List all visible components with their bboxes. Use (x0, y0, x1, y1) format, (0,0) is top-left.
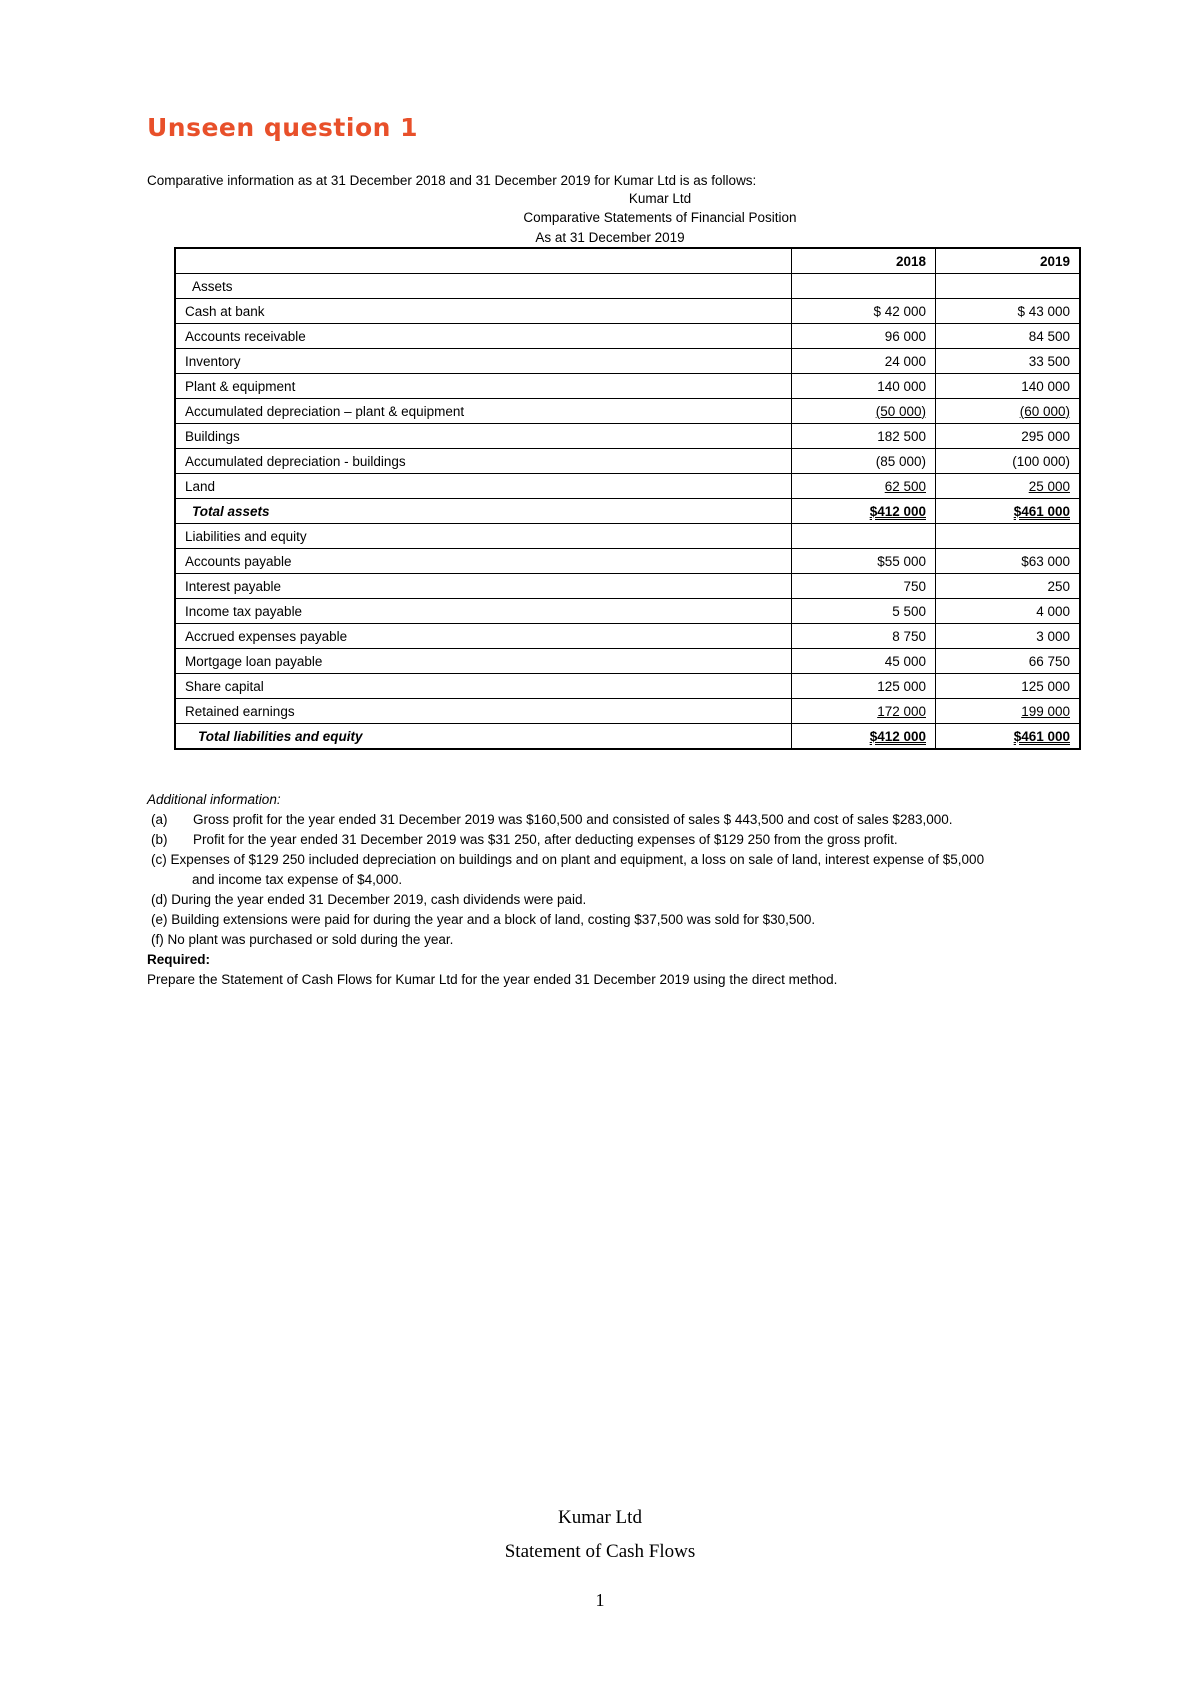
table-row (175, 624, 1080, 649)
value-2018: 24 000 (792, 349, 936, 374)
value-2018: 62 500 (884, 478, 926, 494)
value-2019: 125 000 (936, 674, 1081, 699)
total-assets-row (175, 499, 1080, 524)
col-2018-header: 2018 (792, 248, 936, 274)
value-2019: 295 000 (936, 424, 1081, 449)
value-2018-cell (792, 399, 936, 424)
value-2019: 84 500 (936, 324, 1081, 349)
table-header-row (175, 248, 1080, 274)
value-2019: $63 000 (936, 549, 1081, 574)
total-assets-2018: $412 000 (869, 503, 926, 519)
table-row (175, 474, 1080, 499)
value-2019: (100 000) (936, 449, 1081, 474)
table-row (175, 599, 1080, 624)
table-row (175, 649, 1080, 674)
value-2019: 199 000 (1021, 703, 1070, 719)
row-label: Cash at bank (175, 299, 792, 324)
row-label: Mortgage loan payable (175, 649, 792, 674)
row-label: Accounts payable (175, 549, 792, 574)
row-label: Accrued expenses payable (175, 624, 792, 649)
row-label: Retained earnings (175, 699, 792, 724)
row-label: Accumulated depreciation – plant & equipment (175, 399, 792, 424)
value-2018: 125 000 (792, 674, 936, 699)
empty-cell (792, 524, 936, 549)
row-label: Buildings (175, 424, 792, 449)
row-label: Plant & equipment (175, 374, 792, 399)
value-2018: 172 000 (877, 703, 926, 719)
total-assets-label: Total assets (175, 499, 792, 524)
item-label: (a) (151, 812, 168, 827)
assets-header: Assets (175, 274, 792, 299)
table-row (175, 424, 1080, 449)
statement-date: As at 31 December 2019 (535, 230, 685, 245)
total-liab-2018: $412 000 (869, 728, 926, 744)
list-item (147, 830, 1087, 850)
value-2018: 5 500 (792, 599, 936, 624)
value-2019: 250 (936, 574, 1081, 599)
table-row (175, 574, 1080, 599)
value-2018: 45 000 (792, 649, 936, 674)
statement-title: Comparative Statements of Financial Position (523, 210, 797, 225)
row-label: Accumulated depreciation - buildings (175, 449, 792, 474)
footer-title: Statement of Cash Flows (504, 1541, 696, 1562)
list-item: (c) Expenses of $129 250 included depreciation on buildings and on plant and equipment, a loss on sale of land, interest expense of $5,000 (151, 852, 985, 867)
total-2019-cell (936, 724, 1081, 750)
total-2018-cell (792, 499, 936, 524)
assets-header-row (175, 274, 1080, 299)
list-item-continuation: and income tax expense of $4,000. (192, 872, 403, 887)
financial-position-table (174, 247, 1081, 750)
value-2018: (85 000) (792, 449, 936, 474)
footer-company: Kumar Ltd (558, 1507, 642, 1528)
value-2019: 33 500 (936, 349, 1081, 374)
question-heading: Unseen question 1 (147, 113, 419, 142)
page-number: 1 (595, 1590, 605, 1610)
value-2018: $ 42 000 (792, 299, 936, 324)
additional-title: Additional information: (147, 792, 281, 807)
header-blank-cell (175, 248, 792, 274)
list-item: (e) Building extensions were paid for during the year and a block of land, costing $37,500 was sold for $30,500. (151, 912, 816, 927)
value-2019: $ 43 000 (936, 299, 1081, 324)
row-label: Inventory (175, 349, 792, 374)
value-2018: 96 000 (792, 324, 936, 349)
value-2018: 750 (792, 574, 936, 599)
table-row (175, 674, 1080, 699)
list-item (147, 810, 1087, 830)
table-row (175, 349, 1080, 374)
value-2018-cell (792, 474, 936, 499)
additional-information (147, 790, 1087, 990)
table-row (175, 299, 1080, 324)
list-item: (d) During the year ended 31 December 2019, cash dividends were paid. (151, 892, 587, 907)
value-2018: 182 500 (792, 424, 936, 449)
empty-cell (936, 524, 1081, 549)
row-label: Income tax payable (175, 599, 792, 624)
total-assets-2019: $461 000 (1013, 503, 1070, 519)
liabilities-header-row (175, 524, 1080, 549)
table-row (175, 449, 1080, 474)
value-2019: 3 000 (936, 624, 1081, 649)
value-2019-cell (936, 474, 1081, 499)
value-2019: 140 000 (936, 374, 1081, 399)
row-label: Accounts receivable (175, 324, 792, 349)
item-label: (b) (151, 832, 168, 847)
value-2018: 8 750 (792, 624, 936, 649)
total-liabilities-row (175, 724, 1080, 750)
table-row (175, 399, 1080, 424)
row-label: Share capital (175, 674, 792, 699)
liabilities-header: Liabilities and equity (175, 524, 792, 549)
col-2019-header: 2019 (936, 248, 1081, 274)
list-item: (f) No plant was purchased or sold during the year. (151, 932, 454, 947)
value-2019: 66 750 (936, 649, 1081, 674)
company-name: Kumar Ltd (628, 191, 692, 206)
empty-cell (936, 274, 1081, 299)
value-2018: (50 000) (875, 403, 926, 419)
intro-text: Comparative information as at 31 December 2018 and 31 December 2019 for Kumar Ltd is as follows: (147, 173, 757, 188)
row-label: Land (175, 474, 792, 499)
total-2019-cell (936, 499, 1081, 524)
value-2019-cell (936, 699, 1081, 724)
value-2019-cell (936, 399, 1081, 424)
value-2019: 4 000 (936, 599, 1081, 624)
value-2019: 25 000 (1028, 478, 1070, 494)
value-2019: (60 000) (1019, 403, 1070, 419)
empty-cell (792, 274, 936, 299)
value-2018: $55 000 (792, 549, 936, 574)
total-2018-cell (792, 724, 936, 750)
total-liab-2019: $461 000 (1013, 728, 1070, 744)
item-text: Gross profit for the year ended 31 December 2019 was $160,500 and consisted of sales $ 443,500 and cost of sales $283,000. (193, 812, 953, 827)
table-row (175, 699, 1080, 724)
table-row (175, 374, 1080, 399)
row-label: Interest payable (175, 574, 792, 599)
item-text: Profit for the year ended 31 December 2019 was $31 250, after deducting expenses of $129 250 from the gross profit. (193, 832, 898, 847)
value-2018-cell (792, 699, 936, 724)
required-text: Prepare the Statement of Cash Flows for Kumar Ltd for the year ended 31 December 2019 using the direct method. (147, 972, 838, 987)
required-label: Required: (147, 952, 211, 967)
value-2018: 140 000 (792, 374, 936, 399)
table-row (175, 549, 1080, 574)
table-row (175, 324, 1080, 349)
total-liabilities-label: Total liabilities and equity (175, 724, 792, 750)
